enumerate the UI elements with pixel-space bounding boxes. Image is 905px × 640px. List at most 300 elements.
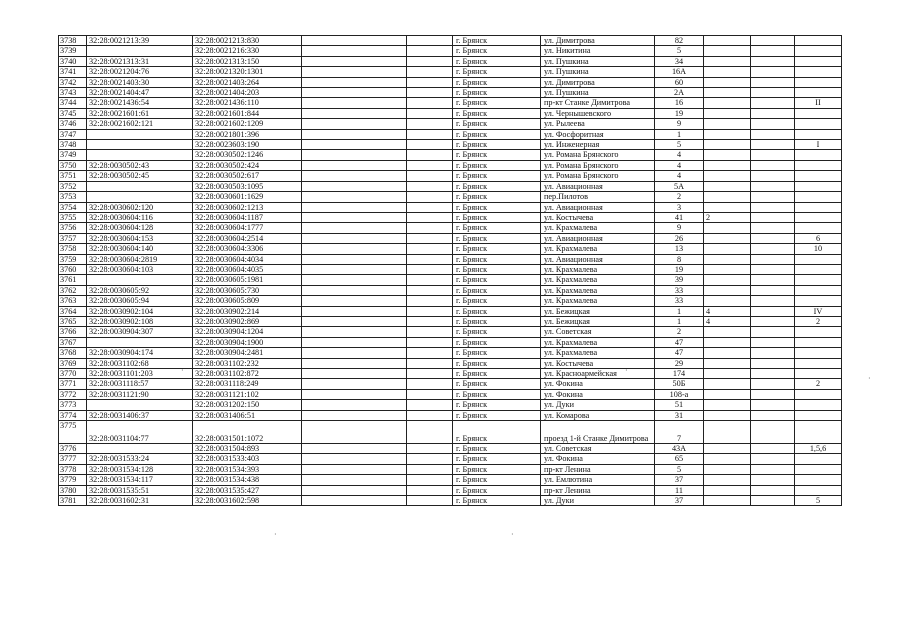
apartment-cell — [795, 348, 842, 358]
city-cell: г. Брянск — [453, 233, 541, 243]
street-cell: ул. Крахмалева — [541, 275, 655, 285]
street-cell: пр-кт Ленина — [541, 464, 655, 474]
cadastral-number-cell — [87, 444, 193, 454]
cadastral-object-number-cell: 32:28:0021602:1209 — [193, 119, 302, 129]
cadastral-number-cell: 32:28:0031104:77 — [87, 421, 193, 444]
building-cell — [704, 327, 751, 337]
house-number-cell: 174 — [655, 369, 704, 379]
empty-cell — [751, 421, 795, 444]
building-cell — [704, 369, 751, 379]
empty-cell — [302, 98, 407, 108]
row-number-cell: 3750 — [59, 160, 87, 170]
empty-cell — [751, 410, 795, 420]
table-row — [59, 496, 842, 506]
table-row — [59, 337, 842, 347]
row-number-cell: 3752 — [59, 181, 87, 191]
building-cell — [704, 358, 751, 368]
apartment-cell — [795, 296, 842, 306]
apartment-cell — [795, 421, 842, 444]
row-number-cell: 3767 — [59, 337, 87, 347]
house-number-cell: 51 — [655, 400, 704, 410]
empty-cell — [302, 150, 407, 160]
building-cell — [704, 67, 751, 77]
building-cell — [704, 98, 751, 108]
table-row — [59, 244, 842, 254]
empty-cell — [407, 160, 453, 170]
street-cell: ул. Фокина — [541, 454, 655, 464]
table-row — [59, 119, 842, 129]
row-number-cell: 3775 — [59, 421, 87, 444]
house-number-cell: 19 — [655, 264, 704, 274]
apartment-cell — [795, 358, 842, 368]
apartment-cell: 2 — [795, 316, 842, 326]
table-row — [59, 285, 842, 295]
cadastral-number-cell: 32:28:0031534:128 — [87, 464, 193, 474]
street-cell: ул. Советская — [541, 327, 655, 337]
empty-cell — [407, 212, 453, 222]
street-cell: ул. Крахмалева — [541, 264, 655, 274]
row-number-cell: 3757 — [59, 233, 87, 243]
house-number-cell: 7 — [655, 421, 704, 444]
city-cell: г. Брянск — [453, 348, 541, 358]
house-number-cell: 5 — [655, 464, 704, 474]
empty-cell — [407, 485, 453, 495]
building-cell — [704, 496, 751, 506]
empty-cell — [407, 56, 453, 66]
empty-cell — [751, 88, 795, 98]
house-number-cell: 1 — [655, 306, 704, 316]
street-cell: ул. Авиационная — [541, 233, 655, 243]
cadastral-number-cell: 32:28:0030604:116 — [87, 212, 193, 222]
city-cell: г. Брянск — [453, 275, 541, 285]
empty-cell — [751, 464, 795, 474]
cadastral-object-number-cell: 32:28:0031501:1072 — [193, 421, 302, 444]
table-row — [59, 202, 842, 212]
street-cell: ул. Фокина — [541, 379, 655, 389]
empty-cell — [751, 212, 795, 222]
empty-cell — [302, 108, 407, 118]
house-number-cell: 31 — [655, 410, 704, 420]
house-number-cell: 34 — [655, 56, 704, 66]
building-cell — [704, 129, 751, 139]
row-number-cell: 3742 — [59, 77, 87, 87]
row-number-cell: 3762 — [59, 285, 87, 295]
house-number-cell: 33 — [655, 285, 704, 295]
cadastral-number-cell: 32:28:0021313:31 — [87, 56, 193, 66]
city-cell: г. Брянск — [453, 421, 541, 444]
apartment-cell — [795, 46, 842, 56]
empty-cell — [751, 202, 795, 212]
empty-cell — [751, 254, 795, 264]
empty-cell — [407, 150, 453, 160]
house-number-cell: 82 — [655, 36, 704, 46]
street-cell: ул. Красноармейская — [541, 369, 655, 379]
empty-cell — [751, 56, 795, 66]
city-cell: г. Брянск — [453, 171, 541, 181]
empty-cell — [302, 233, 407, 243]
street-cell: ул. Крахмалева — [541, 296, 655, 306]
empty-cell — [302, 296, 407, 306]
row-number-cell: 3741 — [59, 67, 87, 77]
house-number-cell: 4 — [655, 171, 704, 181]
city-cell: г. Брянск — [453, 67, 541, 77]
empty-cell — [751, 369, 795, 379]
empty-cell — [407, 77, 453, 87]
empty-cell — [302, 212, 407, 222]
city-cell: г. Брянск — [453, 454, 541, 464]
empty-cell — [302, 275, 407, 285]
street-cell: ул. Крахмалева — [541, 348, 655, 358]
table-row — [59, 444, 842, 454]
cadastral-object-number-cell: 32:28:0030902:214 — [193, 306, 302, 316]
table-row — [59, 160, 842, 170]
house-number-cell: 65 — [655, 454, 704, 464]
building-cell — [704, 389, 751, 399]
empty-cell — [407, 202, 453, 212]
empty-cell — [302, 264, 407, 274]
cadastral-object-number-cell: 32:28:0021213:830 — [193, 36, 302, 46]
empty-cell — [407, 244, 453, 254]
row-number-cell: 3772 — [59, 389, 87, 399]
street-cell: пер.Пилотов — [541, 192, 655, 202]
row-number-cell: 3761 — [59, 275, 87, 285]
house-number-cell: 19 — [655, 108, 704, 118]
apartment-cell — [795, 369, 842, 379]
cadastral-number-cell — [87, 150, 193, 160]
street-cell: ул. Авиационная — [541, 254, 655, 264]
house-number-cell: 5 — [655, 46, 704, 56]
row-number-cell: 3754 — [59, 202, 87, 212]
building-cell — [704, 36, 751, 46]
empty-cell — [302, 327, 407, 337]
city-cell: г. Брянск — [453, 212, 541, 222]
empty-cell — [407, 421, 453, 444]
city-cell: г. Брянск — [453, 192, 541, 202]
city-cell: г. Брянск — [453, 444, 541, 454]
table-row — [59, 485, 842, 495]
apartment-cell — [795, 129, 842, 139]
empty-cell — [302, 306, 407, 316]
row-number-cell: 3753 — [59, 192, 87, 202]
table-row — [59, 475, 842, 485]
apartment-cell — [795, 108, 842, 118]
building-cell — [704, 337, 751, 347]
empty-cell — [407, 285, 453, 295]
empty-cell — [407, 129, 453, 139]
empty-cell — [302, 192, 407, 202]
empty-cell — [302, 56, 407, 66]
empty-cell — [407, 275, 453, 285]
cadastral-object-number-cell: 32:28:0031102:872 — [193, 369, 302, 379]
empty-cell — [751, 264, 795, 274]
apartment-cell — [795, 400, 842, 410]
street-cell: ул. Пушкина — [541, 88, 655, 98]
street-cell: ул. Фосфоритная — [541, 129, 655, 139]
city-cell: г. Брянск — [453, 108, 541, 118]
apartment-cell — [795, 285, 842, 295]
empty-cell — [302, 410, 407, 420]
cadastral-object-number-cell: 32:28:0031504:893 — [193, 444, 302, 454]
city-cell: г. Брянск — [453, 160, 541, 170]
apartment-cell — [795, 160, 842, 170]
cadastral-number-cell — [87, 46, 193, 56]
apartment-cell — [795, 192, 842, 202]
building-cell — [704, 233, 751, 243]
building-cell: 2 — [704, 212, 751, 222]
cadastral-number-cell: 32:28:0021403:30 — [87, 77, 193, 87]
empty-cell — [302, 464, 407, 474]
empty-cell — [751, 475, 795, 485]
empty-cell — [407, 254, 453, 264]
empty-cell — [407, 358, 453, 368]
cadastral-object-number-cell: 32:28:0031118:249 — [193, 379, 302, 389]
empty-cell — [751, 285, 795, 295]
empty-cell — [302, 379, 407, 389]
empty-cell — [302, 400, 407, 410]
apartment-cell: 5 — [795, 496, 842, 506]
row-number-cell: 3776 — [59, 444, 87, 454]
empty-cell — [407, 233, 453, 243]
empty-cell — [751, 296, 795, 306]
table-row — [59, 140, 842, 150]
city-cell: г. Брянск — [453, 244, 541, 254]
cadastral-object-number-cell: 32:28:0030605:809 — [193, 296, 302, 306]
table-row — [59, 67, 842, 77]
row-number-cell: 3751 — [59, 171, 87, 181]
city-cell: г. Брянск — [453, 36, 541, 46]
table-row — [59, 181, 842, 191]
scan-speck: · — [625, 366, 628, 375]
empty-cell — [751, 327, 795, 337]
apartment-cell — [795, 337, 842, 347]
empty-cell — [302, 485, 407, 495]
register-sheet — [58, 35, 842, 506]
empty-cell — [407, 389, 453, 399]
cadastral-object-number-cell: 32:28:0031202:150 — [193, 400, 302, 410]
row-number-cell: 3740 — [59, 56, 87, 66]
apartment-cell — [795, 454, 842, 464]
street-cell: ул. Бежицкая — [541, 306, 655, 316]
empty-cell — [407, 264, 453, 274]
table-row — [59, 358, 842, 368]
table-row — [59, 36, 842, 46]
empty-cell — [407, 348, 453, 358]
street-cell: ул. Пушкина — [541, 67, 655, 77]
empty-cell — [751, 233, 795, 243]
row-number-cell: 3766 — [59, 327, 87, 337]
house-number-cell: 2 — [655, 327, 704, 337]
empty-cell — [302, 223, 407, 233]
cadastral-number-cell — [87, 275, 193, 285]
empty-cell — [407, 171, 453, 181]
cadastral-number-cell: 32:28:0031602:31 — [87, 496, 193, 506]
cadastral-number-cell: 32:28:0030502:43 — [87, 160, 193, 170]
building-cell — [704, 285, 751, 295]
apartment-cell — [795, 327, 842, 337]
street-cell: ул. Комарова — [541, 410, 655, 420]
empty-cell — [751, 192, 795, 202]
cadastral-object-number-cell: 32:28:0030602:1213 — [193, 202, 302, 212]
street-cell: ул. Рылеева — [541, 119, 655, 129]
empty-cell — [302, 171, 407, 181]
city-cell: г. Брянск — [453, 464, 541, 474]
apartment-cell — [795, 464, 842, 474]
empty-cell — [407, 192, 453, 202]
apartment-cell — [795, 77, 842, 87]
table-body — [59, 36, 842, 506]
empty-cell — [407, 337, 453, 347]
cadastral-number-cell — [87, 129, 193, 139]
row-number-cell: 3764 — [59, 306, 87, 316]
street-cell: ул. Емлютина — [541, 475, 655, 485]
house-number-cell: 1 — [655, 129, 704, 139]
apartment-cell: 2 — [795, 379, 842, 389]
cadastral-number-cell — [87, 140, 193, 150]
building-cell — [704, 140, 751, 150]
cadastral-number-cell: 32:28:0030604:103 — [87, 264, 193, 274]
table-row — [59, 454, 842, 464]
house-number-cell: 9 — [655, 119, 704, 129]
cadastral-object-number-cell: 32:28:0030604:1777 — [193, 223, 302, 233]
cadastral-object-number-cell: 32:28:0030904:2481 — [193, 348, 302, 358]
empty-cell — [407, 464, 453, 474]
table-row — [59, 264, 842, 274]
empty-cell — [407, 316, 453, 326]
cadastral-object-number-cell: 32:28:0021801:396 — [193, 129, 302, 139]
cadastral-object-number-cell: 32:28:0031534:438 — [193, 475, 302, 485]
apartment-cell — [795, 181, 842, 191]
cadastral-object-number-cell: 32:28:0021403:264 — [193, 77, 302, 87]
cadastral-object-number-cell: 32:28:0030604:4035 — [193, 264, 302, 274]
empty-cell — [407, 98, 453, 108]
empty-cell — [407, 119, 453, 129]
city-cell: г. Брянск — [453, 98, 541, 108]
city-cell: г. Брянск — [453, 223, 541, 233]
city-cell: г. Брянск — [453, 285, 541, 295]
city-cell: г. Брянск — [453, 389, 541, 399]
table-row — [59, 56, 842, 66]
city-cell: г. Брянск — [453, 150, 541, 160]
city-cell: г. Брянск — [453, 337, 541, 347]
empty-cell — [751, 485, 795, 495]
empty-cell — [751, 46, 795, 56]
house-number-cell: 26 — [655, 233, 704, 243]
empty-cell — [751, 67, 795, 77]
empty-cell — [302, 358, 407, 368]
street-cell: ул. Авиационная — [541, 202, 655, 212]
empty-cell — [302, 475, 407, 485]
street-cell: ул. Костычева — [541, 358, 655, 368]
empty-cell — [407, 88, 453, 98]
cadastral-number-cell: 32:28:0031118:57 — [87, 379, 193, 389]
city-cell: г. Брянск — [453, 119, 541, 129]
row-number-cell: 3774 — [59, 410, 87, 420]
house-number-cell: 29 — [655, 358, 704, 368]
table-row — [59, 129, 842, 139]
empty-cell — [407, 327, 453, 337]
city-cell: г. Брянск — [453, 254, 541, 264]
table-row — [59, 46, 842, 56]
house-number-cell: 5А — [655, 181, 704, 191]
street-cell: ул. Крахмалева — [541, 337, 655, 347]
empty-cell — [751, 98, 795, 108]
city-cell: г. Брянск — [453, 202, 541, 212]
cadastral-number-cell: 32:28:0031534:117 — [87, 475, 193, 485]
table-row — [59, 171, 842, 181]
cadastral-object-number-cell: 32:28:0030904:1900 — [193, 337, 302, 347]
city-cell: г. Брянск — [453, 400, 541, 410]
empty-cell — [751, 181, 795, 191]
building-cell — [704, 150, 751, 160]
house-number-cell: 4 — [655, 160, 704, 170]
cadastral-number-cell: 32:28:0030602:120 — [87, 202, 193, 212]
table-row — [59, 316, 842, 326]
row-number-cell: 3780 — [59, 485, 87, 495]
street-cell: ул. Димитрова — [541, 77, 655, 87]
house-number-cell: 47 — [655, 337, 704, 347]
street-cell: ул. Костычева — [541, 212, 655, 222]
table-row — [59, 464, 842, 474]
city-cell: г. Брянск — [453, 475, 541, 485]
street-cell: ул. Крахмалева — [541, 285, 655, 295]
empty-cell — [302, 285, 407, 295]
cadastral-number-cell — [87, 192, 193, 202]
table-row — [59, 421, 842, 444]
row-number-cell: 3758 — [59, 244, 87, 254]
row-number-cell: 3743 — [59, 88, 87, 98]
scan-speck: · — [511, 530, 514, 539]
building-cell — [704, 400, 751, 410]
cadastral-number-cell: 32:28:0030502:45 — [87, 171, 193, 181]
city-cell: г. Брянск — [453, 46, 541, 56]
cadastral-number-cell — [87, 337, 193, 347]
building-cell — [704, 46, 751, 56]
apartment-cell — [795, 264, 842, 274]
city-cell: г. Брянск — [453, 296, 541, 306]
empty-cell — [751, 444, 795, 454]
empty-cell — [302, 389, 407, 399]
house-number-cell: 37 — [655, 475, 704, 485]
house-number-cell: 11 — [655, 485, 704, 495]
cadastral-number-cell: 32:28:0030604:128 — [87, 223, 193, 233]
row-number-cell: 3781 — [59, 496, 87, 506]
building-cell — [704, 454, 751, 464]
empty-cell — [302, 202, 407, 212]
house-number-cell: 43А — [655, 444, 704, 454]
empty-cell — [407, 46, 453, 56]
empty-cell — [751, 358, 795, 368]
table-row — [59, 348, 842, 358]
empty-cell — [751, 140, 795, 150]
empty-cell — [302, 88, 407, 98]
cadastral-object-number-cell: 32:28:0021601:844 — [193, 108, 302, 118]
empty-cell — [302, 337, 407, 347]
empty-cell — [751, 160, 795, 170]
table-row — [59, 212, 842, 222]
property-register-table — [58, 35, 842, 506]
city-cell: г. Брянск — [453, 306, 541, 316]
cadastral-object-number-cell: 32:28:0023603:190 — [193, 140, 302, 150]
empty-cell — [751, 150, 795, 160]
cadastral-object-number-cell: 32:28:0021216:330 — [193, 46, 302, 56]
empty-cell — [302, 67, 407, 77]
house-number-cell: 108-а — [655, 389, 704, 399]
building-cell — [704, 464, 751, 474]
empty-cell — [751, 129, 795, 139]
cadastral-object-number-cell: 32:28:0021313:150 — [193, 56, 302, 66]
apartment-cell: 10 — [795, 244, 842, 254]
cadastral-number-cell: 32:28:0030605:94 — [87, 296, 193, 306]
